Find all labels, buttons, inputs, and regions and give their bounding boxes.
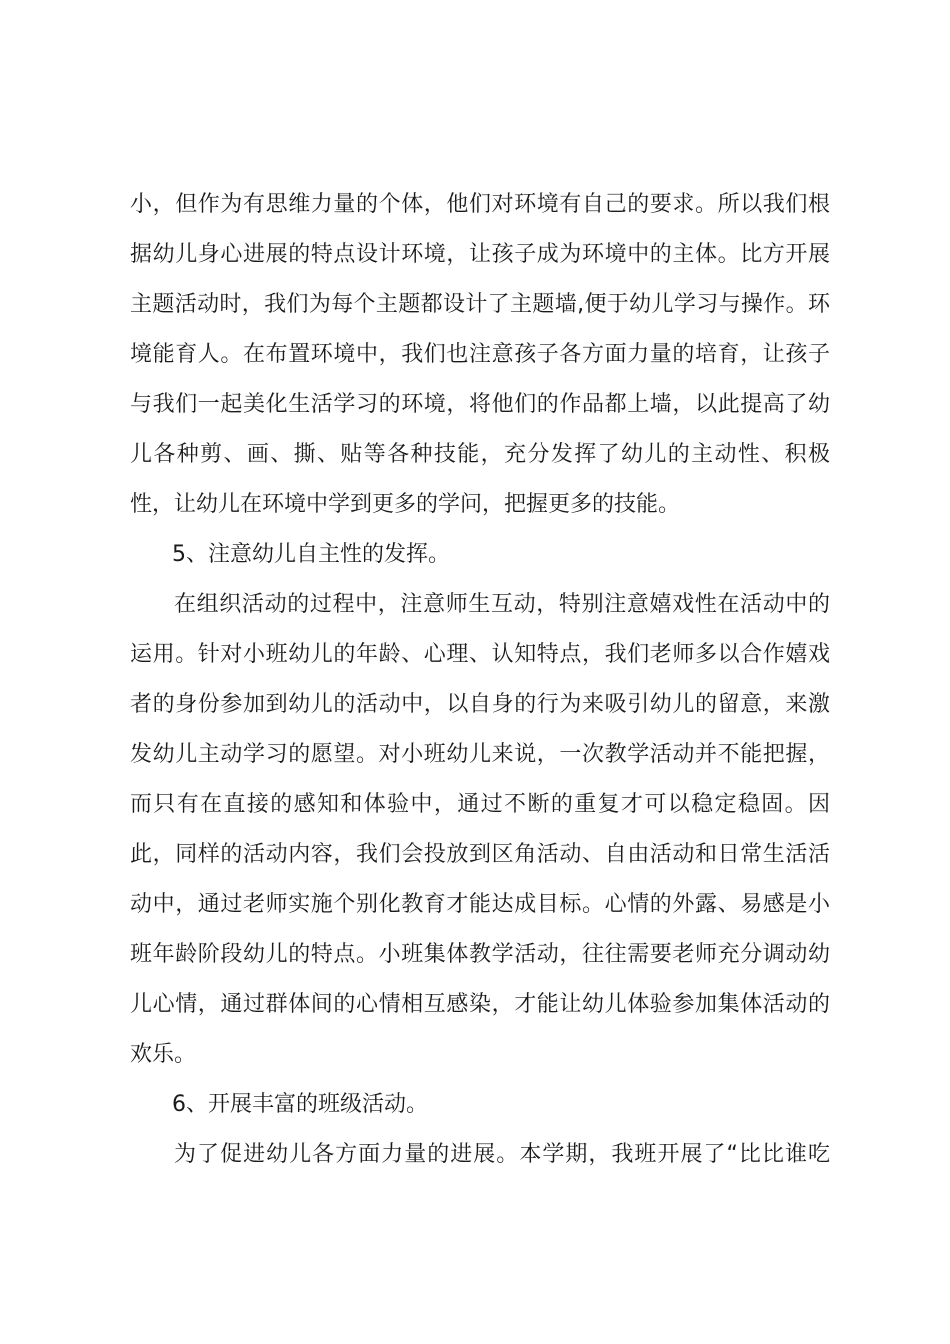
- text-line: 小，但作为有思维力量的个体，他们对环境有自己的要求。所以我们根: [130, 192, 830, 217]
- text-line: 者的身份参加到幼儿的活动中，以自身的行为来吸引幼儿的留意，来激: [130, 692, 830, 717]
- text-line: 运用。针对小班幼儿的年龄、心理、认知特点，我们老师多以合作嬉戏: [130, 642, 830, 667]
- text-line: 儿心情，通过群体间的心情相互感染，才能让幼儿体验参加集体活动的: [130, 992, 830, 1017]
- text-line: 主题活动时，我们为每个主题都设计了主题墙,便于幼儿学习与操作。环: [130, 292, 830, 317]
- text-line: 动中，通过老师实施个别化教育才能达成目标。心情的外露、易感是小: [130, 892, 830, 917]
- text-line: 儿各种剪、画、撕、贴等各种技能，充分发挥了幼儿的主动性、积极: [130, 442, 830, 467]
- text-line: 与我们一起美化生活学习的环境，将他们的作品都上墙，以此提高了幼: [130, 392, 830, 417]
- section-heading: 6、开展丰富的班级活动。: [172, 1092, 428, 1117]
- paragraph-first-line: 为了促进幼儿各方面力量的进展。本学期，我班开展了“比比谁吃: [174, 1142, 830, 1167]
- text-line: 性，让幼儿在环境中学到更多的学问，把握更多的技能。: [130, 492, 681, 517]
- text-line: 欢乐。: [130, 1042, 197, 1067]
- text-line: 此，同样的活动内容，我们会投放到区角活动、自由活动和日常生活活: [130, 842, 830, 867]
- text-line: 据幼儿身心进展的特点设计环境，让孩子成为环境中的主体。比方开展: [130, 242, 830, 267]
- text-line: 班年龄阶段幼儿的特点。小班集体教学活动，往往需要老师充分调动幼: [130, 942, 830, 967]
- paragraph-first-line: 在组织活动的过程中，注意师生互动，特别注意嬉戏性在活动中的: [174, 592, 830, 617]
- text-line: 而只有在直接的感知和体验中，通过不断的重复才可以稳定稳固。因: [130, 792, 830, 817]
- text-line: 境能育人。在布置环境中，我们也注意孩子各方面力量的培育，让孩子: [130, 342, 830, 367]
- section-heading: 5、注意幼儿自主性的发挥。: [172, 542, 450, 567]
- text-line: 发幼儿主动学习的愿望。对小班幼儿来说，一次教学活动并不能把握，: [130, 742, 830, 767]
